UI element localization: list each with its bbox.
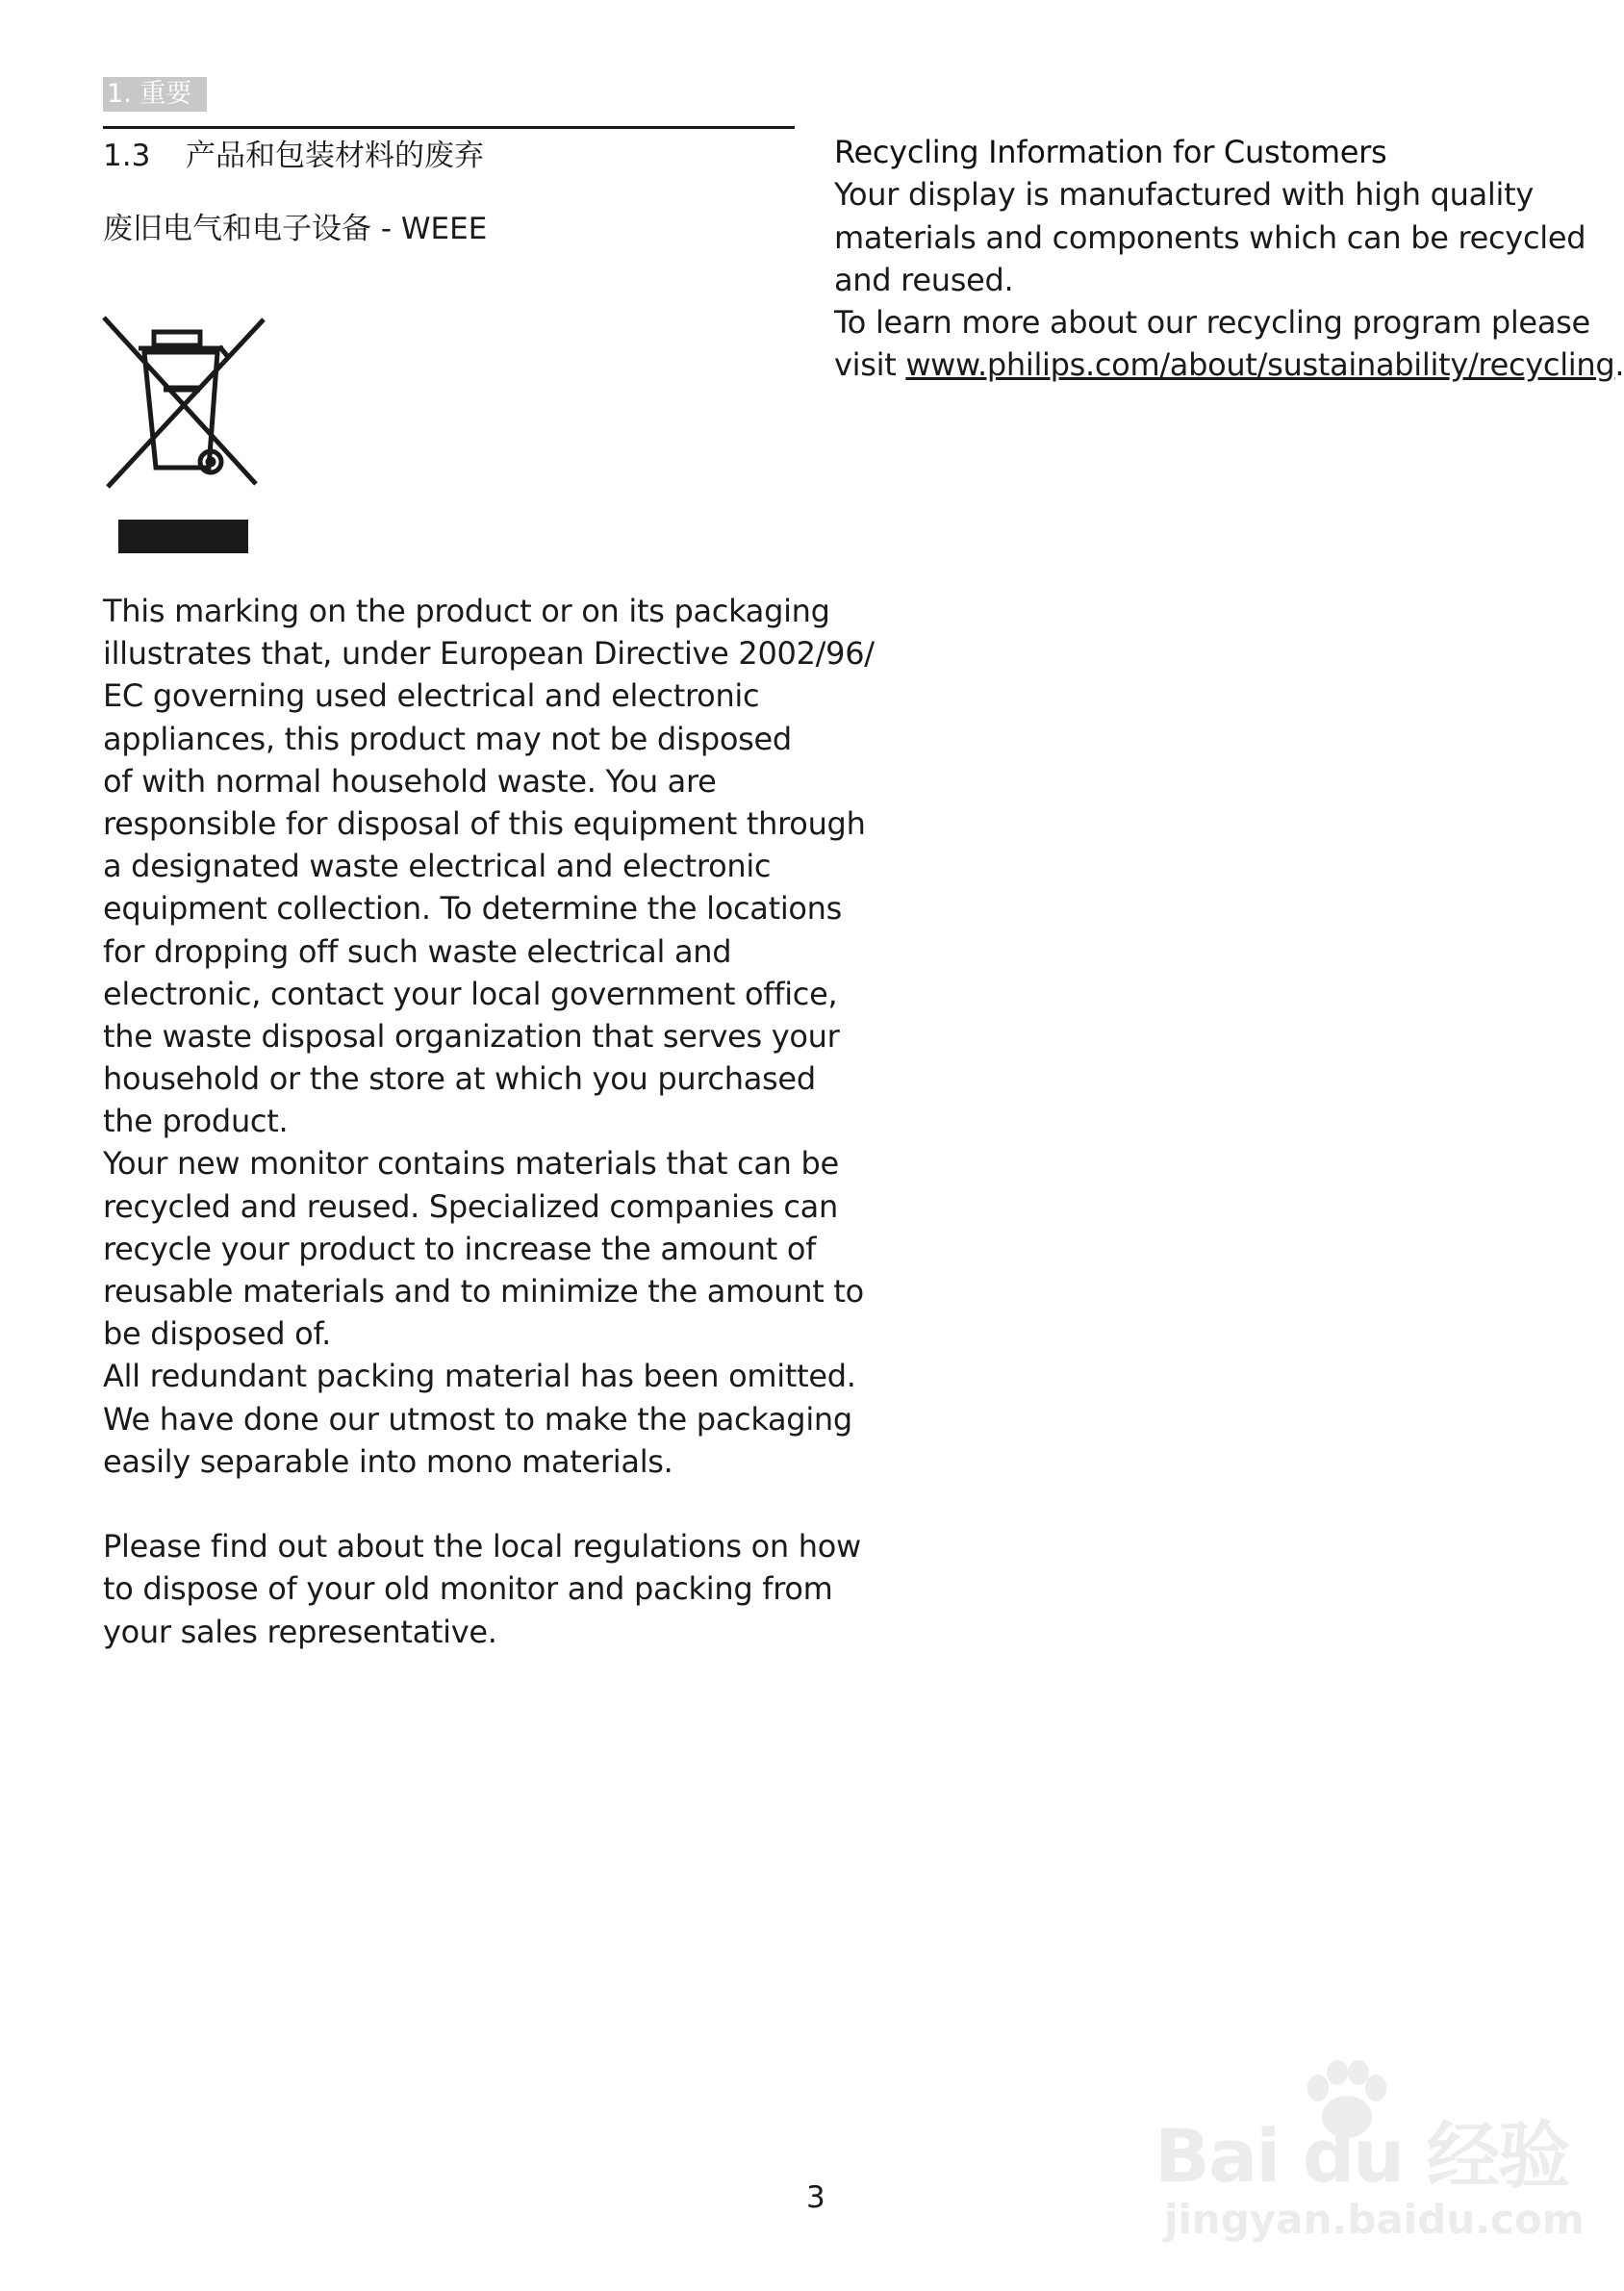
body-line: Your new monitor contains materials that can be <box>103 1145 839 1183</box>
body-line: household or the store at which you purchased <box>103 1060 816 1098</box>
body-line: recycle your product to increase the amount of <box>103 1230 817 1267</box>
watermark-brand: Bai du 经验 <box>1155 2113 1569 2199</box>
watermark-url: jingyan.baidu.com <box>1164 2196 1585 2243</box>
recycling-line: materials and components which can be recycled <box>834 218 1586 256</box>
weee-body-text <box>103 590 875 1653</box>
body-line: responsible for disposal of this equipment through <box>103 804 866 842</box>
body-line: Please find out about the local regulations on how <box>103 1528 861 1566</box>
header-rule <box>103 126 795 129</box>
section-title: 产品和包装材料的废弃 <box>186 139 484 173</box>
recycling-title: Recycling Information for Customers <box>834 134 1387 170</box>
body-line: for dropping off such waste electrical and <box>103 932 732 970</box>
recycling-line: To learn more about our recycling program please <box>834 303 1590 341</box>
crossed-out-wheelie-bin-icon <box>100 314 264 487</box>
body-line: be disposed of. <box>103 1315 331 1353</box>
visit-suffix: . <box>1614 346 1624 384</box>
section-number: 1.3 <box>103 139 151 173</box>
body-line: of with normal household waste. You are <box>103 762 717 800</box>
body-line: to dispose of your old monitor and packing from <box>103 1570 833 1608</box>
section-tag: 1. 重要 <box>103 77 207 112</box>
body-line: the waste disposal organization that serves your <box>103 1017 840 1055</box>
body-line: the product. <box>103 1103 289 1140</box>
recycling-info <box>834 131 1624 386</box>
page-number: 3 <box>806 2180 825 2215</box>
body-line: We have done our utmost to make the packaging <box>103 1400 852 1438</box>
body-line: All redundant packing material has been omitted. <box>103 1358 856 1395</box>
paragraph-gap <box>103 1483 805 1525</box>
weee-black-bar <box>118 520 248 553</box>
recycling-line: Your display is manufactured with high quality <box>834 176 1534 214</box>
body-line: recycled and reused. Specialized companies can <box>103 1187 838 1225</box>
recycling-line: and reused. <box>834 261 1014 298</box>
recycling-visit-line <box>834 344 1624 386</box>
body-line: easily separable into mono materials. <box>103 1442 673 1480</box>
body-line: EC governing used electrical and electronic <box>103 677 760 715</box>
weee-subheading: 废旧电气和电子设备 - WEEE <box>103 212 488 246</box>
body-line: This marking on the product or on its packaging <box>103 593 830 629</box>
visit-prefix: visit <box>834 346 906 384</box>
body-line: appliances, this product may not be disposed <box>103 720 792 757</box>
body-line: electronic, contact your local government office, <box>103 975 838 1012</box>
body-line: a designated waste electrical and electronic <box>103 848 772 885</box>
body-line: your sales representative. <box>103 1613 497 1650</box>
body-line: illustrates that, under European Directive 2002/96/ <box>103 635 875 673</box>
body-line: reusable materials and to minimize the amount to <box>103 1273 864 1310</box>
body-line: equipment collection. To determine the locations <box>103 890 843 928</box>
baidu-watermark <box>1155 2059 1585 2252</box>
recycling-link[interactable]: www.philips.com/about/sustainability/recycling <box>905 346 1615 384</box>
